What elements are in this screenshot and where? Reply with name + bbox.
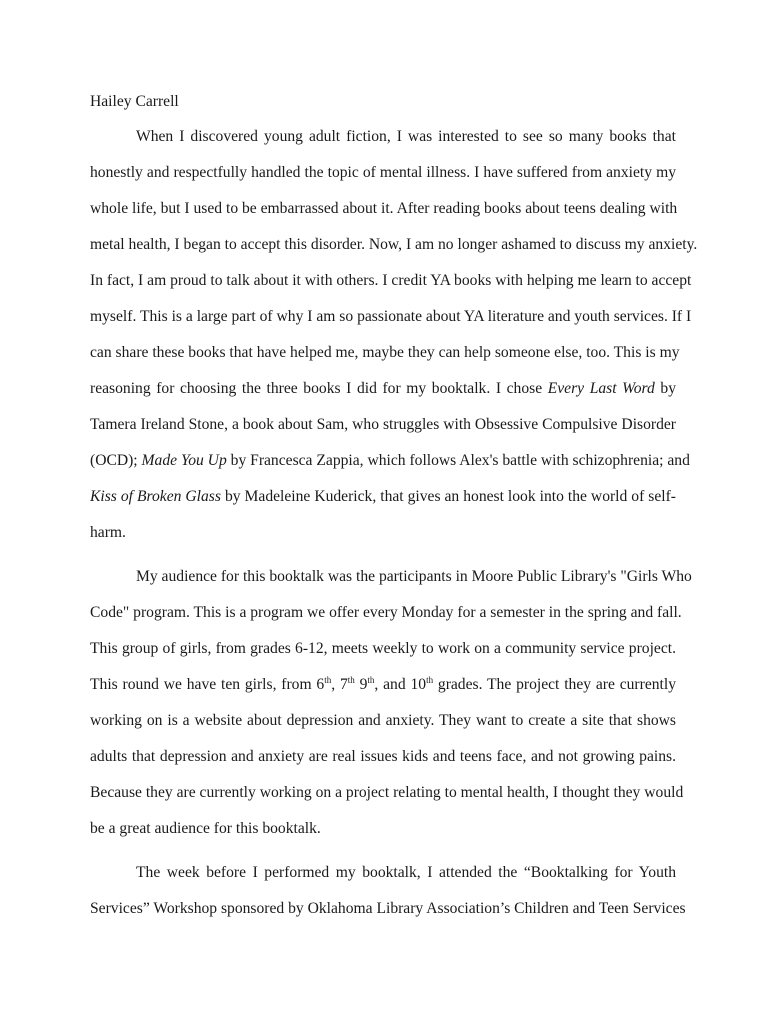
text-line (90, 603, 682, 623)
text-run: The week before I performed my booktalk, I attended the “Booktalking for Youth (136, 864, 676, 881)
text-run: be a great audience for this booktalk. (90, 820, 321, 837)
text-run: metal health, I began to accept this disorder. Now, I am no longer ashamed to discuss my anxiety. (90, 236, 698, 253)
text-line (90, 711, 676, 731)
text-line (90, 747, 676, 767)
text-run: adults that depression and anxiety are real issues kids and teens face, and not growing pains. (90, 748, 676, 765)
text-run: Code" program. This is a program we offer every Monday for a semester in the spring and fall. (90, 604, 682, 621)
text-line (90, 639, 676, 659)
text-line (90, 451, 690, 471)
text-line (90, 163, 676, 183)
book-title: Made You Up (141, 452, 227, 469)
ordinal-suffix: th (426, 675, 434, 685)
text-run: honestly and respectfully handled the topic of mental illness. I have suffered from anxiety my (90, 164, 676, 181)
text-run: Because they are currently working on a project relating to mental health, I thought they would (90, 784, 684, 801)
text-run: This round we have ten girls, from 6 (90, 676, 325, 693)
text-run: My audience for this booktalk was the participants in Moore Public Library's "Girls Who (136, 568, 692, 585)
text-run: Services” Workshop sponsored by Oklahoma Library Association’s Children and Teen Services (90, 900, 686, 917)
text-line (90, 819, 676, 839)
text-line (90, 199, 676, 219)
text-run: Tamera Ireland Stone, a book about Sam, who struggles with Obsessive Compulsive Disorder (90, 416, 676, 433)
text-line (136, 127, 676, 147)
ordinal-suffix: th (347, 675, 355, 685)
text-run: When I discovered young adult fiction, I was interested to see so many books that (136, 128, 676, 145)
text-run: by Madeleine Kuderick, that gives an honest look into the world of self- (220, 488, 676, 505)
text-line (90, 523, 676, 543)
text-line (90, 235, 698, 255)
text-line (90, 379, 676, 399)
text-line (90, 271, 692, 291)
text-line (136, 567, 692, 587)
text-line (136, 863, 676, 883)
text-run: 9 (354, 676, 368, 693)
text-run: by Francesca Zappia, which follows Alex's battle with schizophrenia; and (226, 452, 690, 469)
text-run: , and 10 (374, 676, 427, 693)
book-title: Every Last Word (547, 380, 655, 397)
text-run: In fact, I am proud to talk about it with others. I credit YA books with helping me learn to accept (90, 272, 692, 289)
text-run: by (654, 380, 676, 397)
text-run: , 7 (331, 676, 348, 693)
text-run: whole life, but I used to be embarrassed about it. After reading books about teens dealing with (90, 200, 678, 217)
text-line (90, 675, 676, 695)
text-run: This group of girls, from grades 6-12, meets weekly to work on a community service project. (90, 640, 676, 657)
text-run: working on is a website about depression and anxiety. They want to create a site that shows (90, 712, 676, 729)
text-run: (OCD); (90, 452, 142, 469)
text-run: reasoning for choosing the three books I did for my booktalk. I chose (90, 380, 548, 397)
text-run: harm. (90, 524, 126, 541)
text-run: can share these books that have helped me, maybe they can help someone else, too. This is my (90, 344, 680, 361)
ordinal-suffix: th (324, 675, 332, 685)
text-line (90, 415, 676, 435)
text-run: myself. This is a large part of why I am so passionate about YA literature and youth services. If I (90, 308, 692, 325)
text-line (90, 899, 686, 919)
book-title: Kiss of Broken Glass (90, 488, 221, 505)
text-line (90, 307, 692, 327)
text-line (90, 343, 680, 363)
text-line (90, 487, 676, 507)
text-line (90, 783, 684, 803)
ordinal-suffix: th (367, 675, 375, 685)
author-name: Hailey Carrell (90, 93, 179, 110)
text-run: grades. The project they are currently (433, 676, 676, 693)
